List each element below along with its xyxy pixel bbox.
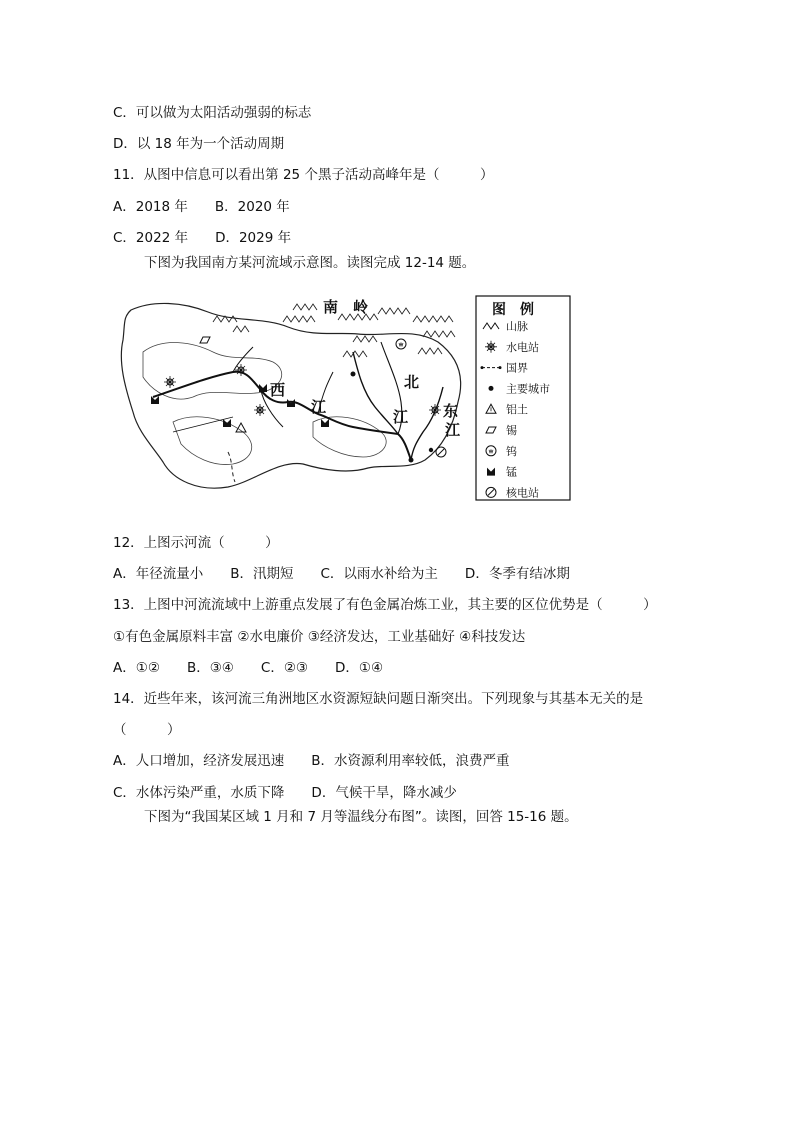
- city-dot-icon: [489, 386, 494, 391]
- label-jiang-1: 江: [311, 398, 327, 416]
- q12-stem: 12．上图示河流（ ）: [113, 535, 279, 551]
- city-dot-icon: [429, 448, 433, 452]
- legend-label: 锡: [506, 424, 517, 437]
- q13-statements: ①有色金属原料丰富 ②水电廉价 ③经济发达，工业基础好 ④科技发达: [113, 629, 526, 645]
- q14-options-cd: C．水体污染严重，水质下降 D．气候干旱，降水减少: [113, 785, 457, 801]
- q11-options-ab: A．2018 年 B．2020 年: [113, 199, 290, 215]
- tungsten-icon: [396, 339, 406, 349]
- hydropower-icon: [429, 404, 441, 416]
- river-system: [153, 342, 443, 460]
- label-nanling: 南 岭: [323, 298, 369, 316]
- q10-option-c: C．可以做为太阳活动强弱的标志: [113, 105, 312, 121]
- nuclear-icon: [436, 447, 446, 457]
- legend-label: 钨: [506, 444, 517, 458]
- label-jiang-2: 江: [393, 408, 409, 426]
- manganese-icon: [259, 384, 267, 392]
- legend-label: 核电站: [506, 486, 539, 500]
- q14-stem: 14．近些年来，该河流三角洲地区水资源短缺问题日渐突出。下列现象与其基本无关的是: [113, 691, 644, 707]
- national-border: [228, 452, 235, 482]
- label-jiang-3: 江: [445, 421, 461, 439]
- legend-label: 水电站: [506, 340, 539, 354]
- legend-title: 图 例: [492, 302, 534, 318]
- q12-options: A．年径流量小 B．汛期短 C．以雨水补给为主 D．冬季有结冰期: [113, 566, 570, 582]
- label-dong: 东: [443, 402, 459, 420]
- manganese-icon: [223, 419, 231, 427]
- map-intro: 下图为我国南方某河流域示意图。读图完成 12-14 题。: [144, 255, 476, 271]
- legend-label: 山脉: [506, 320, 528, 333]
- city-dot-icon: [351, 372, 356, 377]
- label-bei: 北: [404, 373, 420, 391]
- q14-paren: （ ）: [113, 722, 181, 738]
- manganese-icon: [287, 399, 295, 407]
- dongjiang: [411, 387, 443, 460]
- legend-label: 锰: [506, 465, 517, 479]
- hydropower-icon: [254, 404, 266, 416]
- legend-label: 主要城市: [506, 382, 550, 396]
- legend-label: 铝土: [506, 403, 528, 417]
- legend-label: 国界: [506, 361, 528, 375]
- q10-option-d: D．以 18 年为一个活动周期: [113, 136, 285, 152]
- q14-options-ab: A．人口增加，经济发展迅速 B．水资源利用率较低，浪费严重: [113, 753, 510, 769]
- q13-stem: 13．上图中河流流域中上游重点发展了有色金属冶炼工业，其主要的区位优势是（ ）: [113, 597, 657, 613]
- label-xi: 西: [270, 381, 286, 399]
- q13-options: A．①② B．③④ C．②③ D．①④: [113, 660, 384, 676]
- river-basin-map: [113, 292, 573, 504]
- tin-icon: [200, 337, 210, 343]
- map2-intro: 下图为“我国某区域 1 月和 7 月等温线分布图”。读图，回答 15-16 题。: [144, 809, 578, 825]
- q11-stem: 11．从图中信息可以看出第 25 个黑子活动高峰年是（ ）: [113, 167, 494, 183]
- q11-options-cd: C．2022 年 D．2029 年: [113, 230, 292, 246]
- map-symbols: [151, 337, 446, 463]
- hydropower-icon: [164, 376, 176, 388]
- city-dot-icon: [409, 458, 414, 463]
- beijiang: [353, 352, 398, 434]
- manganese-icon: [321, 419, 329, 427]
